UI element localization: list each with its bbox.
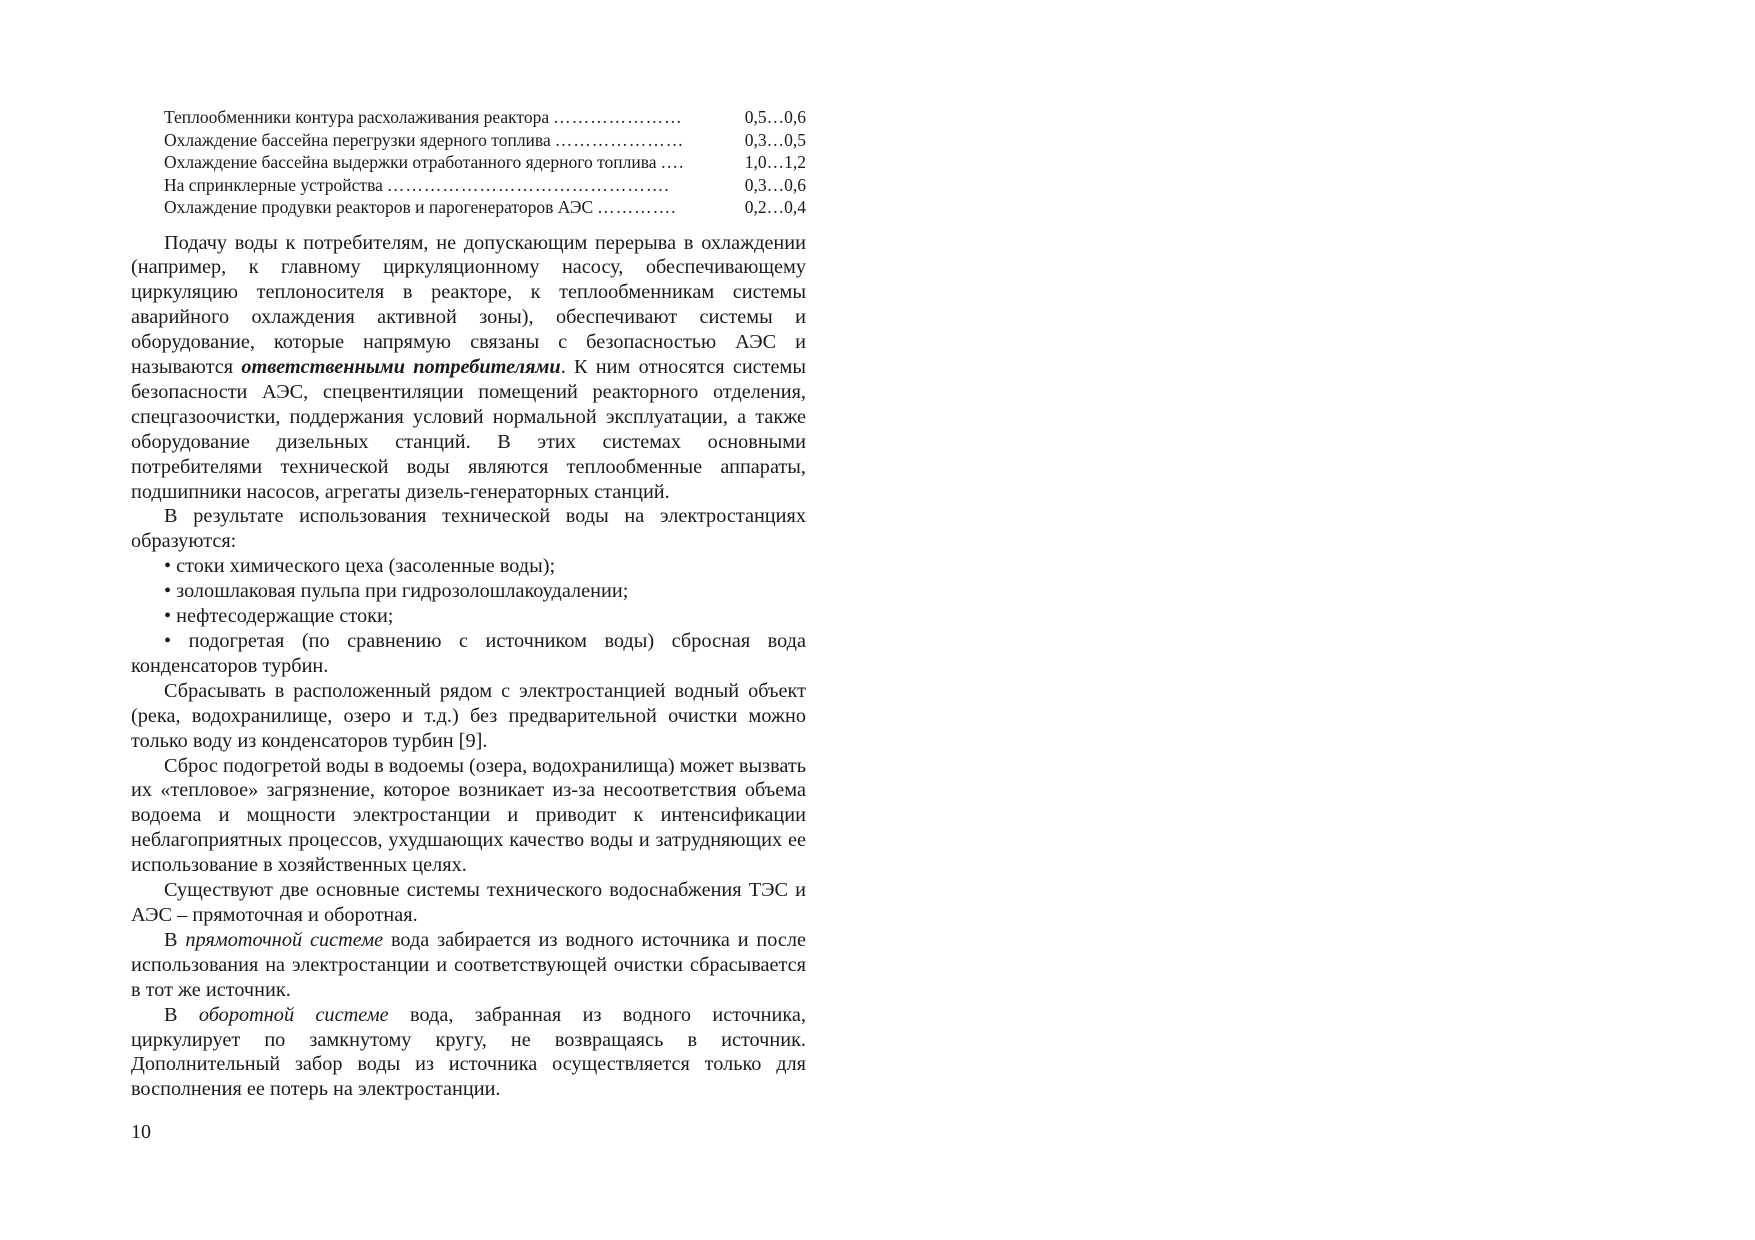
list-row-value: 0,3…0,5 (744, 129, 806, 150)
body-text (131, 231, 806, 1103)
text-run: вода, забранная из водного источника, циркулирует по замкнутому кругу, не возвращаясь в источник. Дополнительный забор воды из источника осуществляется только для восполнения ее потерь на электростанции. (131, 1003, 806, 1101)
paragraph-systems: Существуют две основные системы технического водоснабжения ТЭС и АЭС – прямоточная и оборотная. (131, 879, 806, 926)
paragraph-waste-intro: В результате использования технической воды на электростанциях образуются: (131, 505, 806, 553)
text-run: В (164, 928, 186, 951)
emphasized-term: ответственными потребителями (241, 356, 561, 379)
list-row-value: 0,3…0,6 (744, 174, 806, 195)
list-row-leader: ………………… (553, 107, 683, 127)
text-run: В (164, 1003, 199, 1026)
list-row-leader: ………………………………………. (386, 174, 670, 195)
text-run: Подачу воды к потребителям, не допускающим перерыва в охлаждении (например, к главному циркуляционному насосу, обеспечивающему циркуляцию теплоносителя в реакторе, к теплообменникам системы аварийного охлаждения активной зоны), обеспечивают системы и оборудование, которые напрямую связаны с безопасностью АЭС и называются (131, 231, 806, 379)
list-item: • нефтесодержащие стоки; (164, 605, 394, 628)
list-row (164, 174, 806, 197)
list-item: • подогретая (по сравнению с источником воды) сбросная вода конденсаторов турбин. (131, 630, 806, 677)
list-item: • золошлаковая пульпа при гидрозолошлакоудалении; (164, 580, 629, 603)
list-row-leader: ………………… (554, 129, 685, 150)
list-row-leader: …. (660, 152, 685, 172)
page-number: 10 (131, 1121, 151, 1143)
paragraph-recirculating (131, 1003, 806, 1103)
list-row (164, 196, 806, 219)
list-row (164, 151, 806, 174)
list-row-value: 0,5…0,6 (744, 107, 806, 127)
paragraph-once-through (131, 928, 806, 1003)
list-row-label: Охлаждение бассейна перегрузки ядерного топлива (164, 129, 551, 150)
list-row-label: Теплообменники контура расхолаживания реактора (164, 107, 550, 127)
page-content (131, 106, 806, 1102)
list-row (164, 106, 806, 129)
list-row-value: 0,2…0,4 (744, 197, 806, 217)
water-consumption-list (164, 106, 806, 219)
text-run: вода забирается из водного источника и после использования на электростанции и соответствующей очистки сбрасывается в тот же источник. (131, 928, 807, 1001)
text-run: . К ним относятся системы безопасности АЭС, спецвентиляции помещений реакторного отделения, спецгазоочистки, поддержания условий нормальной эксплуатации, а также оборудование дизельных станций. В этих системах основными потребителями технической воды являются теплообменные аппараты, подшипники насосов, агрегаты дизель-генераторных станций. (131, 356, 806, 503)
list-row-leader: …………. (597, 197, 677, 217)
emphasized-term: оборотной системе (198, 1003, 389, 1026)
list-row-label: На спринклерные устройства (164, 174, 383, 195)
list-item: • стоки химического цеха (засоленные воды); (164, 555, 556, 578)
list-row-label: Охлаждение бассейна выдержки отработанного ядерного топлива (164, 152, 657, 172)
paragraph-responsible-consumers (131, 231, 806, 505)
emphasized-term: прямоточной системе (185, 928, 384, 951)
list-row-value: 1,0…1,2 (744, 152, 806, 172)
list-row (164, 129, 806, 152)
list-row-label: Охлаждение продувки реакторов и парогенераторов АЭС (164, 197, 594, 217)
paragraph-thermal-pollution: Сброс подогретой воды в водоемы (озера, водохранилища) может вызвать их «тепловое» загрязнение, которое возникает из-за несоответствия объема водоема и мощности электростанции и приводит к интенсификации неблагоприятных процессов, ухудшающих качество воды и затрудняющих ее использование в хозяйственных целях. (131, 754, 806, 877)
paragraph-discharge: Сбрасывать в расположенный рядом с электростанцией водный объект (река, водохранилище, озеро и т.д.) без предварительной очистки можно только воду из конденсаторов турбин [9]. (131, 679, 806, 752)
